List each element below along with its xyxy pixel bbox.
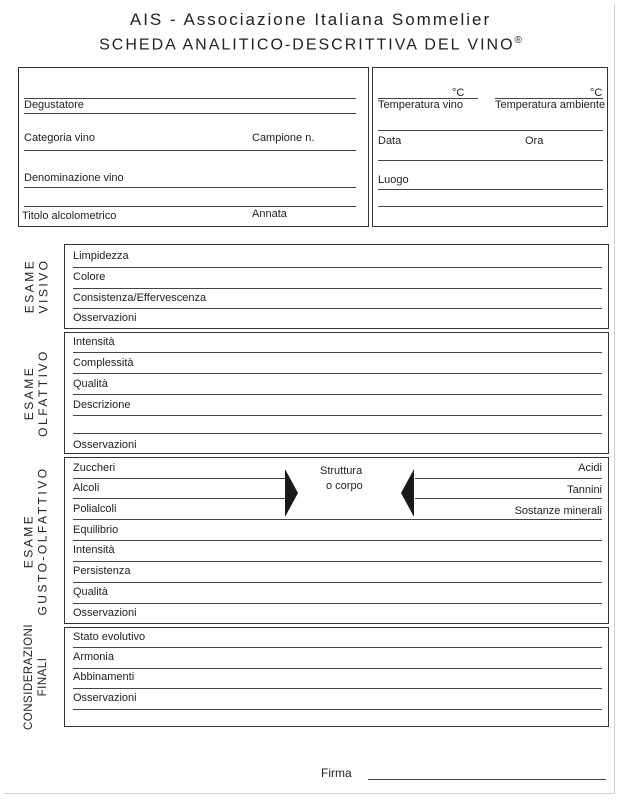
temp-ambiente-label: Temperatura ambiente — [495, 99, 606, 111]
titolo-label: Titolo alcolometrico — [22, 210, 117, 222]
luogo-label: Luogo — [378, 174, 409, 186]
finali-box — [64, 627, 609, 727]
ora-label: Ora — [525, 135, 544, 147]
visivo-side-line2: VISIVO — [36, 258, 51, 314]
tannini-label: Tannini — [567, 484, 602, 496]
visivo-side-label — [12, 244, 60, 328]
equilibrio-field[interactable] — [73, 540, 602, 541]
descrizione-label: Descrizione — [73, 399, 131, 411]
luogo-field[interactable] — [378, 189, 603, 190]
finali-osservazioni-field[interactable] — [73, 709, 602, 710]
gusto-side-line2: GUSTO-OLFATTIVO — [36, 465, 51, 616]
denominazione-label: Denominazione vino — [24, 172, 124, 184]
sostanze-minerali-label: Sostanze minerali — [514, 505, 602, 517]
gusto-box — [64, 457, 609, 624]
gusto-osservazioni-label: Osservazioni — [73, 607, 137, 619]
registered-mark: ® — [514, 35, 522, 46]
campione-label: Campione n. — [252, 132, 315, 144]
temp-field-line — [378, 130, 603, 131]
stato-evolutivo-label: Stato evolutivo — [73, 631, 146, 643]
polialcoli-label: Polialcoli — [73, 503, 117, 515]
acidi-field[interactable] — [415, 478, 602, 479]
olfattivo-side-line2: OLFATTIVO — [36, 349, 50, 437]
zuccheri-label: Zuccheri — [73, 462, 116, 474]
degustatore-field-line — [24, 113, 356, 114]
colore-label: Colore — [73, 271, 106, 283]
complessita-field[interactable] — [73, 373, 602, 374]
data-ora-field[interactable] — [378, 160, 603, 161]
annata-label: Annata — [252, 208, 287, 220]
alcoli-label: Alcoli — [73, 482, 100, 494]
gusto-side-line1: ESAME — [22, 513, 37, 568]
olf-intensita-field[interactable] — [73, 352, 602, 353]
firma-field[interactable] — [368, 779, 606, 780]
degustatore-label: Degustatore — [24, 99, 84, 111]
olf-qualita-label: Qualità — [73, 378, 108, 390]
acidi-label: Acidi — [578, 462, 602, 474]
complessita-label: Complessità — [73, 357, 134, 369]
gusto-intensita-label: Intensità — [73, 544, 115, 556]
temp-vino-field[interactable] — [378, 98, 478, 99]
firma-label: Firma — [321, 766, 352, 780]
visivo-osservazioni-label: Osservazioni — [73, 312, 137, 324]
olf-osservazioni-label: Osservazioni — [73, 439, 137, 451]
armonia-field[interactable] — [73, 668, 602, 669]
categoria-field[interactable] — [24, 150, 356, 151]
gusto-qualita-field[interactable] — [73, 603, 602, 604]
persistenza-label: Persistenza — [73, 565, 131, 577]
polialcoli-field[interactable] — [73, 519, 602, 520]
org-name: AIS - Associazione Italiana Sommelier — [129, 10, 492, 29]
stato-evolutivo-field[interactable] — [73, 647, 602, 648]
temp-vino-unit: °C — [452, 87, 465, 99]
limpidezza-field[interactable] — [73, 267, 602, 268]
form-header — [0, 10, 621, 55]
degustatore-field[interactable] — [24, 98, 356, 99]
temp-ambiente-field[interactable] — [495, 98, 603, 99]
temp-vino-label: Temperatura vino — [378, 99, 463, 111]
visivo-box — [64, 244, 609, 329]
gusto-side-label — [12, 457, 60, 624]
tannini-field[interactable] — [415, 498, 602, 499]
alcoli-field[interactable] — [73, 498, 285, 499]
finali-side-line2: FINALI — [37, 657, 50, 697]
olf-qualita-field[interactable] — [73, 394, 602, 395]
finali-side-line1: CONSIDERAZIONI — [23, 623, 36, 731]
gusto-qualita-label: Qualità — [73, 586, 108, 598]
zuccheri-field[interactable] — [73, 478, 285, 479]
form-title — [0, 31, 621, 55]
equilibrio-label: Equilibrio — [73, 524, 119, 536]
olfattivo-box — [64, 332, 609, 454]
olfattivo-side-label — [12, 332, 60, 454]
colore-field[interactable] — [73, 288, 602, 289]
abbinamenti-field[interactable] — [73, 688, 602, 689]
finali-side-label — [10, 623, 62, 731]
consistenza-field[interactable] — [73, 308, 602, 309]
denominazione-field[interactable] — [24, 187, 356, 188]
form-title-text: SCHEDA ANALITICO-DESCRITTIVA DEL VINO — [99, 36, 515, 54]
armonia-label: Armonia — [73, 651, 114, 663]
abbinamenti-label: Abbinamenti — [73, 671, 135, 683]
descrizione-field[interactable] — [73, 415, 602, 416]
tasting-context-box — [372, 67, 608, 227]
descrizione-field-line — [73, 433, 602, 434]
visivo-side-line1: ESAME — [22, 258, 37, 314]
denominazione-field-line — [24, 206, 356, 207]
olfattivo-side-line1: ESAME — [22, 365, 36, 421]
olf-intensita-label: Intensità — [73, 336, 115, 348]
categoria-label: Categoria vino — [24, 132, 95, 144]
wine-info-box — [18, 67, 369, 227]
limpidezza-label: Limpidezza — [73, 250, 129, 262]
left-arrow-icon — [285, 469, 299, 517]
finali-osservazioni-label: Osservazioni — [73, 692, 137, 704]
corpo-label: o corpo — [326, 480, 363, 492]
right-arrow-icon — [400, 469, 414, 517]
luogo-field-line — [378, 206, 603, 207]
struttura-label: Struttura — [320, 465, 363, 477]
gusto-intensita-field[interactable] — [73, 561, 602, 562]
temp-ambiente-unit: °C — [590, 87, 603, 99]
persistenza-field[interactable] — [73, 582, 602, 583]
consistenza-label: Consistenza/Effervescenza — [73, 292, 207, 304]
data-label: Data — [378, 135, 402, 147]
